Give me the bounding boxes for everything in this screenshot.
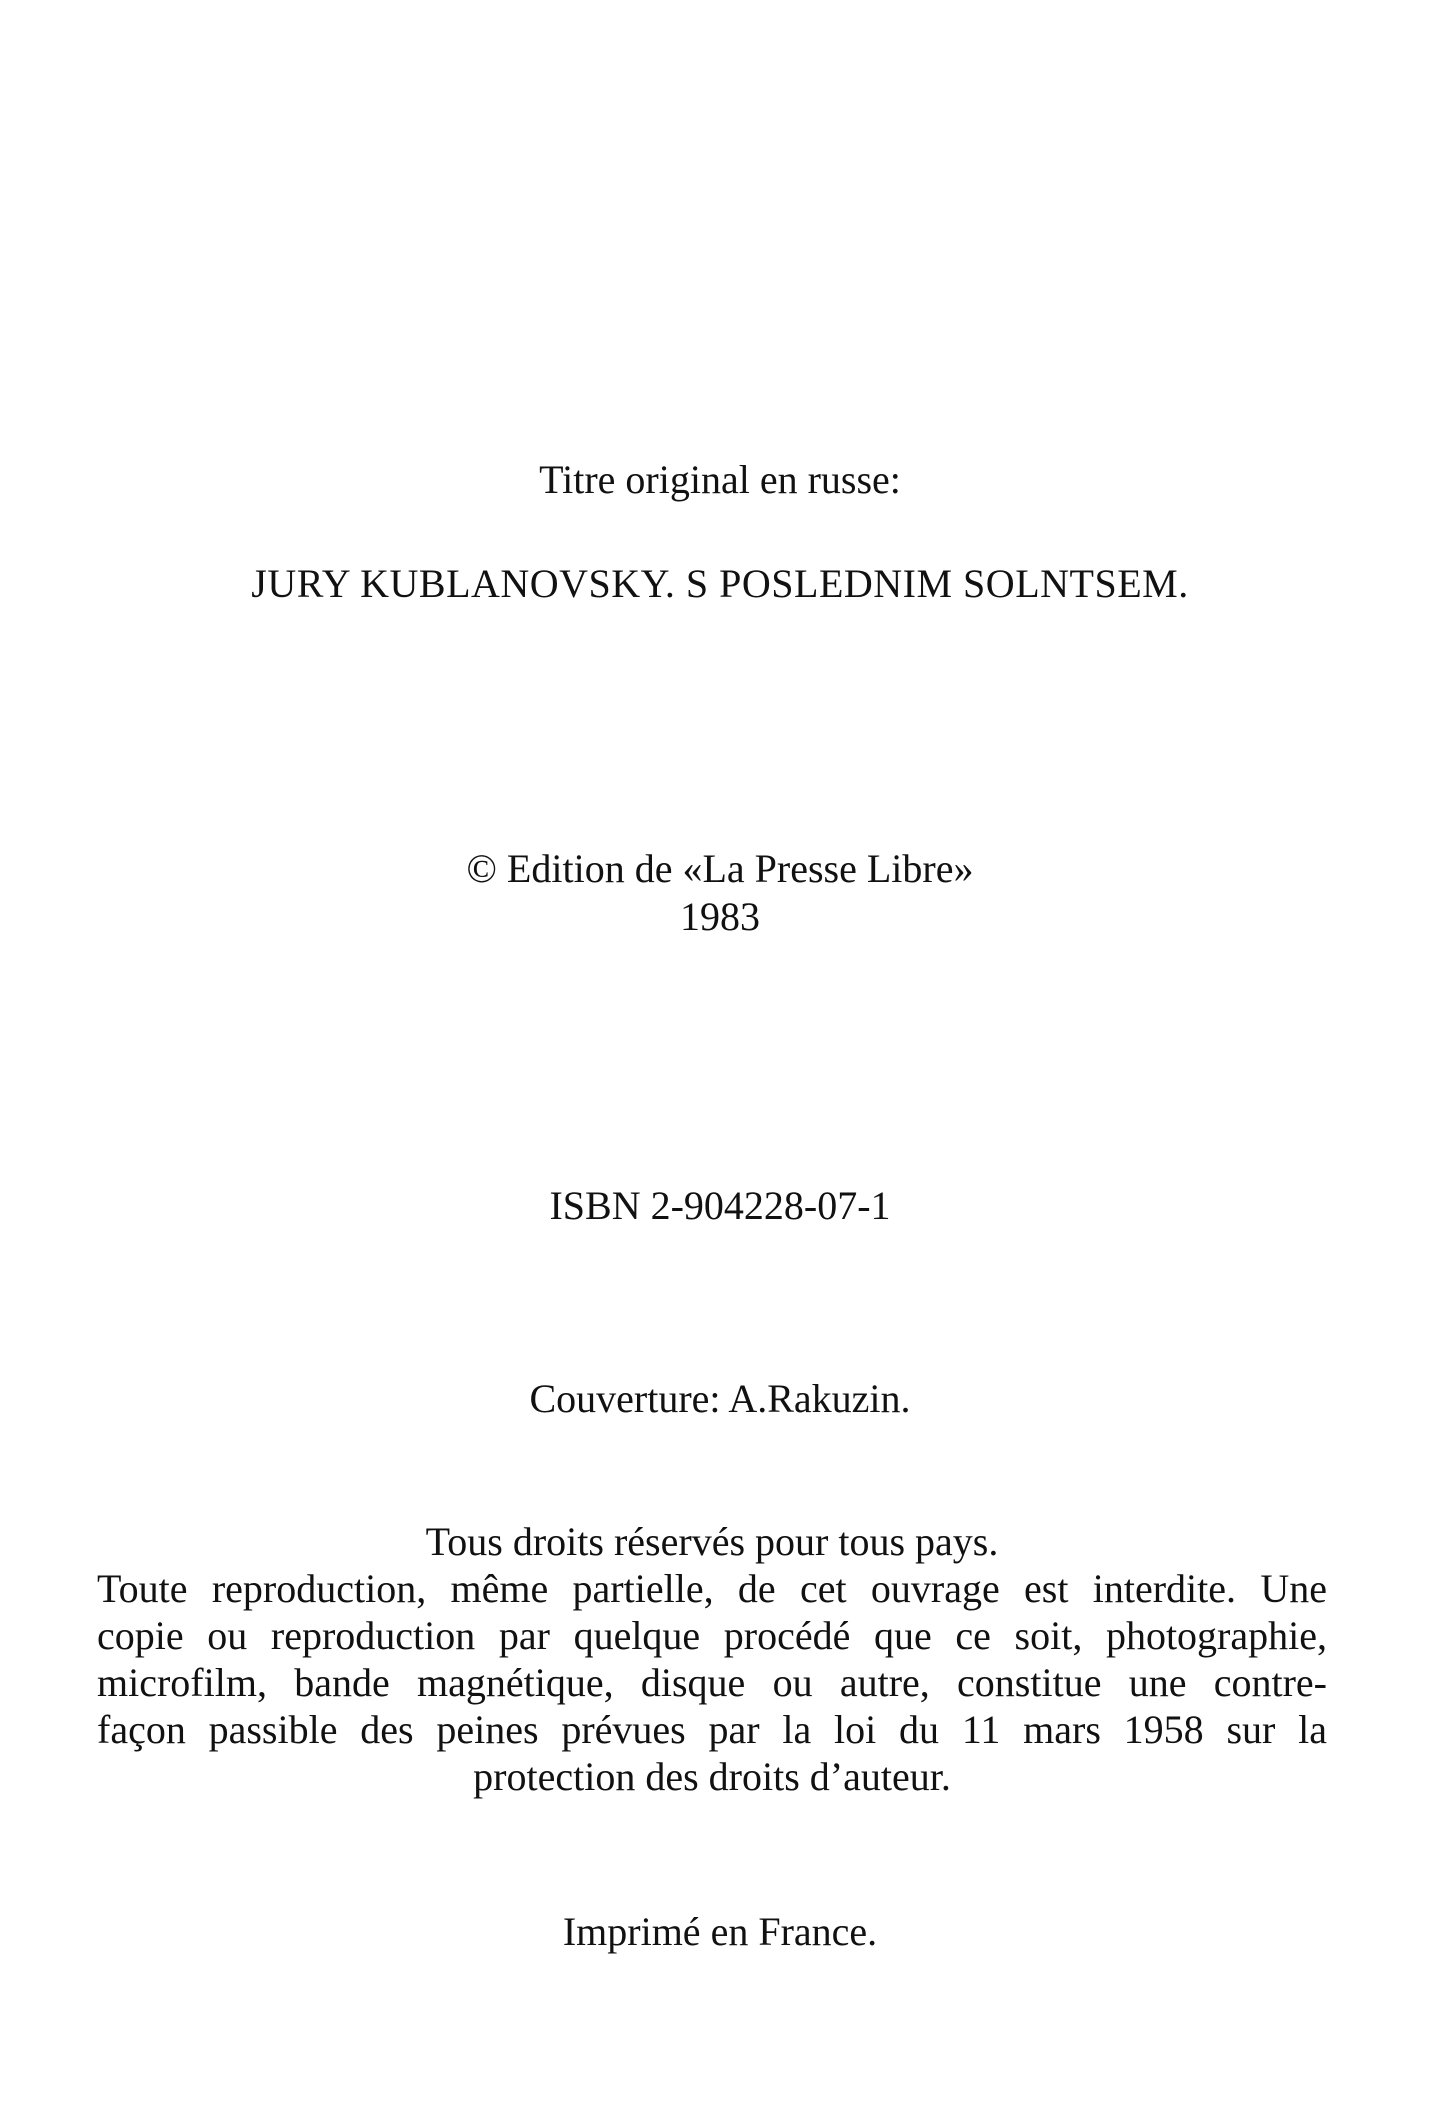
cover-credit: Couverture: A.Rakuzin. xyxy=(529,1376,911,1421)
printed-in: Imprimé en France. xyxy=(562,1909,878,1954)
original-title-label: Titre original en russe: xyxy=(539,457,901,502)
original-title: JURY KUBLANOVSKY. S POSLEDNIM SOLNTSEM. xyxy=(251,561,1189,606)
rights-notice xyxy=(97,1518,1327,1800)
isbn: ISBN 2-904228-07-1 xyxy=(549,1183,891,1228)
rights-line: copie ou reproduction par quelque procédé que ce soit, photographie, xyxy=(97,1613,1327,1658)
rights-last-line: protection des droits d’auteur. xyxy=(473,1754,951,1799)
rights-line: Toute reproduction, même partielle, de cet ouvrage est interdite. Une xyxy=(97,1566,1327,1611)
rights-line: microfilm, bande magnétique, disque ou autre, constitue une contre- xyxy=(97,1660,1327,1705)
rights-line: façon passible des peines prévues par la loi du 11 mars 1958 sur la xyxy=(97,1707,1327,1752)
publication-year: 1983 xyxy=(680,894,760,939)
rights-heading: Tous droits réservés pour tous pays. xyxy=(425,1519,999,1564)
copyright-line: © Edition de «La Presse Libre» xyxy=(466,846,974,891)
